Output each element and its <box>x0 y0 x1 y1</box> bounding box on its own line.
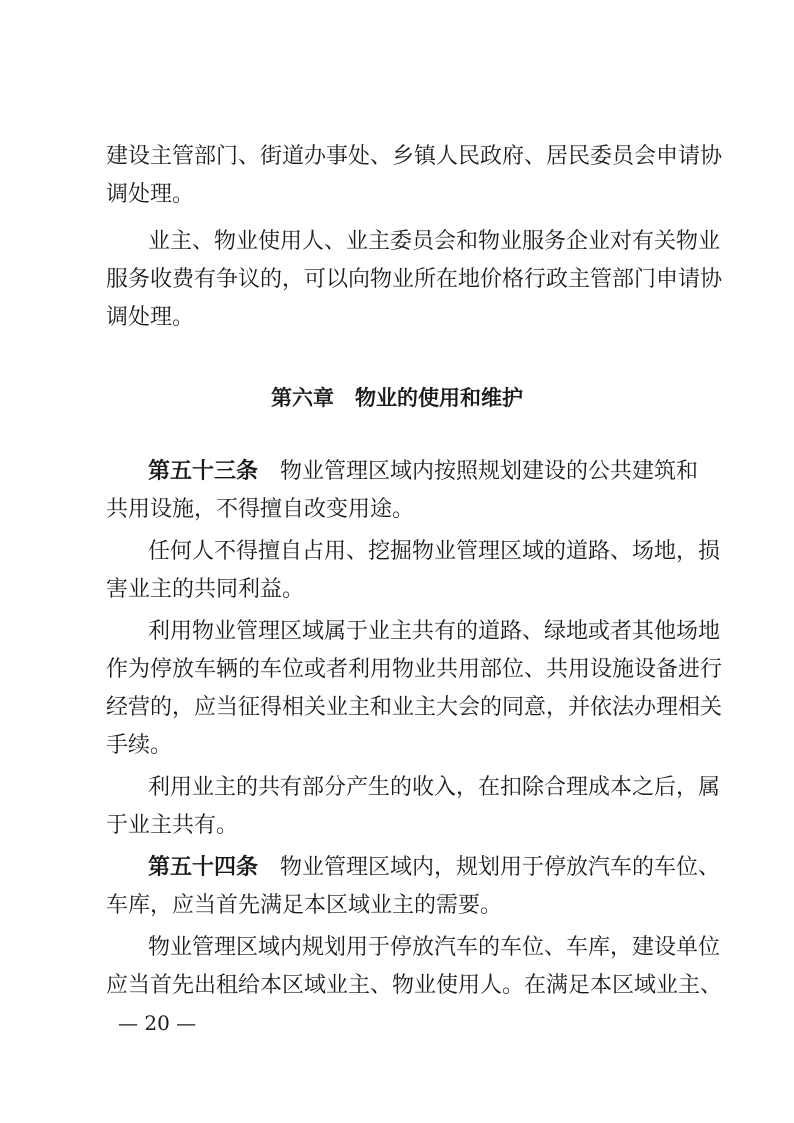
paragraph-line: 利用业主的共有部分产生的收入，在扣除合理成本之后，属 <box>148 775 721 800</box>
article-53-first-line <box>148 458 748 486</box>
article-54-label: 第五十四条 <box>148 855 259 880</box>
paragraph-line: 应当首先出租给本区域业主、物业使用人。在满足本区域业主、 <box>106 973 723 998</box>
chapter-heading: 第六章 物业的使用和维护 <box>271 386 523 410</box>
article-53-text: 物业管理区域内按照规划建设的公共建筑和 <box>280 459 699 484</box>
paragraph-line: 建设主管部门、街道办事处、乡镇人民政府、居民委员会申请协 <box>106 144 723 169</box>
paragraph-line: 经营的，应当征得相关业主和业主大会的同意，并依法办理相关 <box>106 695 723 720</box>
paragraph-line: 作为停放车辆的车位或者利用物业共用部位、共用设施设备进行 <box>106 657 723 682</box>
paragraph-line: 任何人不得擅自占用、挖掘物业管理区域的道路、场地，损 <box>148 539 721 564</box>
paragraph-line: 调处理。 <box>106 182 195 207</box>
paragraph-line: 业主、物业使用人、业主委员会和物业服务企业对有关物业 <box>148 229 721 254</box>
paragraph-line: 调处理。 <box>106 305 195 330</box>
article-53-label: 第五十三条 <box>148 459 259 484</box>
article-54-text: 物业管理区域内，规划用于停放汽车的车位、 <box>280 855 721 880</box>
paragraph-line: 害业主的共同利益。 <box>106 577 305 602</box>
paragraph-line: 服务收费有争议的，可以向物业所在地价格行政主管部门申请协 <box>106 267 723 292</box>
paragraph-line: 于业主共有。 <box>106 813 239 838</box>
paragraph-line: 共用设施，不得擅自改变用途。 <box>106 497 415 522</box>
page-number: — 20 — <box>118 1011 197 1035</box>
paragraph-line: 利用物业管理区域属于业主共有的道路、绿地或者其他场地 <box>148 619 721 644</box>
paragraph-line: 手续。 <box>106 733 173 758</box>
paragraph-line: 物业管理区域内规划用于停放汽车的车位、车库，建设单位 <box>148 935 721 960</box>
article-54-first-line <box>148 854 748 882</box>
paragraph-line: 车库，应当首先满足本区域业主的需要。 <box>106 893 503 918</box>
